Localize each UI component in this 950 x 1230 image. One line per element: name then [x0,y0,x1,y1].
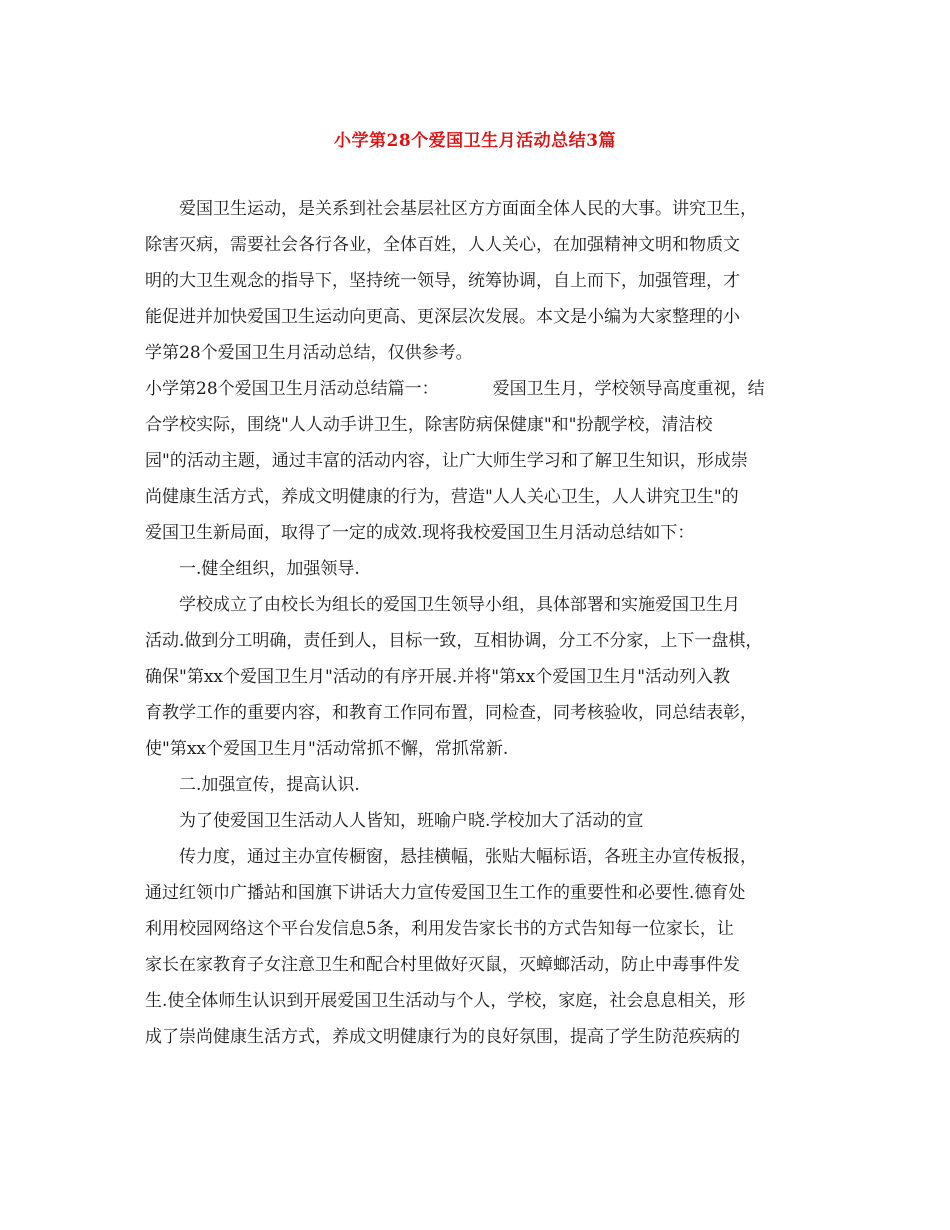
paragraph-line: 除害灭病，需要社会各行各业，全体百姓，人人关心，在加强精神文明和物质文 [145,235,740,255]
document-title: 小学第28个爱国卫生月活动总结3篇 [334,131,616,151]
paragraph-line: 学校成立了由校长为组长的爱国卫生领导小组，具体部署和实施爱国卫生月 [179,595,740,615]
paragraph-line: 为了使爱国卫生活动人人皆知，班喻户晓.学校加大了活动的宣 [179,811,644,831]
paragraph-line: 成了崇尚健康生活方式，养成文明健康行为的良好氛围，提高了学生防范疾病的 [145,1027,740,1047]
paragraph-line: 能促进并加快爱国卫生运动向更高、更深层次发展。本文是小编为大家整理的小 [145,307,740,327]
section-heading-line [145,378,765,400]
subheading-line: 一.健全组织，加强领导. [179,559,360,579]
subheading-line: 二.加强宣传，提高认识. [179,775,360,795]
paragraph-line: 使"第xx个爱国卫生月"活动常抓不懈，常抓常新. [145,739,509,759]
paragraph-line: 爱国卫生新局面，取得了一定的成效.现将我校爱国卫生月活动总结如下： [145,523,695,543]
paragraph-line: 学第28个爱国卫生月活动总结，仅供参考。 [145,343,473,363]
paragraph-line: 明的大卫生观念的指导下，坚持统一领导，统筹协调，自上而下，加强管理，才 [145,271,740,291]
paragraph-line: 生.使全体师生认识到开展爱国卫生活动与个人，学校，家庭，社会息息相关，形 [145,991,746,1011]
paragraph-line: 活动.做到分工明确，责任到人，目标一致，互相协调，分工不分家，上下一盘棋， [145,631,763,651]
paragraph-line: 利用校园网络这个平台发信息5条，利用发告家长书的方式告知每一位家长，让 [145,919,734,939]
paragraph-line: 育教学工作的重要内容，和教育工作同布置，同检查，同考核验收，同总结表彰， [145,703,757,723]
paragraph-line: 确保"第xx个爱国卫生月"活动的有序开展.并将"第xx个爱国卫生月"活动列入教 [145,667,731,687]
section-label: 小学第28个爱国卫生月活动总结篇一： [145,379,439,399]
paragraph-line: 爱国卫生运动，是关系到社会基层社区方方面面全体人民的大事。讲究卫生， [179,199,757,219]
section-text: 爱国卫生月，学校领导高度重视，结 [492,379,765,399]
paragraph-line: 园"的活动主题，通过丰富的活动内容，让广大师生学习和了解卫生知识，形成崇 [145,451,748,471]
paragraph-line: 合学校实际，围绕"人人动手讲卫生，除害防病保健康"和"扮靓学校，清洁校 [145,415,713,435]
paragraph-line: 通过红领巾广播站和国旗下讲话大力宣传爱国卫生工作的重要性和必要性.德育处 [145,883,746,903]
paragraph-line: 家长在家教育子女注意卫生和配合村里做好灭鼠，灭蟑螂活动，防止中毒事件发 [145,955,740,975]
paragraph-line: 传力度，通过主办宣传橱窗，悬挂横幅，张贴大幅标语，各班主办宣传板报， [179,847,757,867]
paragraph-line: 尚健康生活方式，养成文明健康的行为，营造"人人关心卫生，人人讲究卫生"的 [145,487,739,507]
